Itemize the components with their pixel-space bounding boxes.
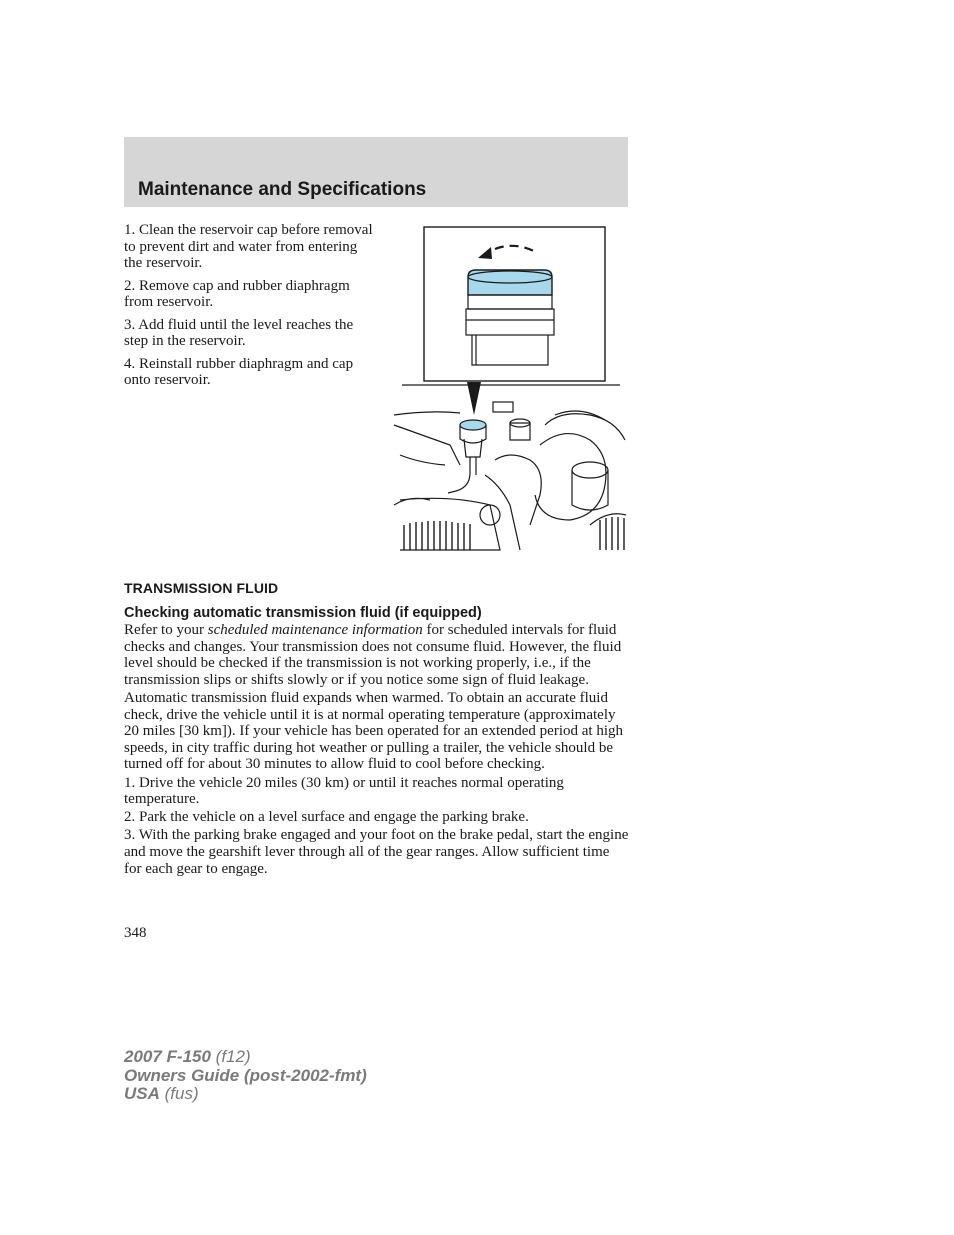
paragraph (124, 622, 630, 688)
footer-region: USA (124, 1084, 160, 1103)
section-heading: TRANSMISSION FLUID (124, 580, 279, 596)
step-item: 4. Reinstall rubber diaphragm and cap onto reservoir. (124, 355, 354, 388)
text: Refer to your (124, 622, 208, 639)
footer-guide: Owners Guide (post-2002-fmt) (124, 1065, 367, 1085)
reservoir-cap-illustration (390, 225, 630, 555)
footer-code: (f12) (210, 1047, 251, 1066)
step-item: 3. Add fluid until the level reaches the step in the reservoir. (124, 316, 354, 349)
text: for scheduled intervals for fluid checks and changes. Your transmission does not consume fluid. However, the fluid level should be checked if the transmission is not working properly, i.e., if the transmission slips or shifts slowly or if you notice some sign of fluid leakage. (124, 622, 622, 688)
engine-diagram-icon (390, 225, 630, 555)
step-item: 2. Park the vehicle on a level surface and engage the parking brake. (124, 809, 529, 826)
step-item: 1. Clean the reservoir cap before removal to prevent dirt and water from entering the reservoir. (124, 222, 373, 271)
step-item: 1. Drive the vehicle 20 miles (30 km) or until it reaches normal operating temperature. (124, 774, 564, 808)
footer-model: 2007 F-150 (124, 1047, 211, 1066)
step-item: 3. With the parking brake engaged and your foot on the brake pedal, start the engine and move the gearshift lever through all of the gear ranges. Allow sufficient time for each gear to engage. (124, 827, 629, 877)
reservoir-steps (124, 222, 374, 395)
footer (124, 1048, 367, 1104)
step-item: 2. Remove cap and rubber diaphragm from reservoir. (124, 277, 350, 310)
paragraph: Automatic transmission fluid expands when warmed. To obtain an accurate fluid check, drive the vehicle until it is at normal operating temperature (approximately 20 miles [30 km]). If your vehicle has been operated for an extended period at high speeds, in city traffic during hot weather or pulling a trailer, the vehicle should be turned off for about 30 minutes to allow fluid to cool before checking. (124, 690, 623, 773)
footer-region-code: (fus) (159, 1084, 199, 1103)
page-number: 348 (124, 925, 147, 941)
header-band (124, 137, 628, 207)
transmission-fluid-section (124, 580, 630, 879)
small-cap-fill (460, 420, 486, 430)
section-subheading: Checking automatic transmission fluid (if equipped) (124, 604, 482, 621)
emphasis: scheduled maintenance information (207, 622, 423, 639)
page-title: Maintenance and Specifications (138, 179, 427, 200)
